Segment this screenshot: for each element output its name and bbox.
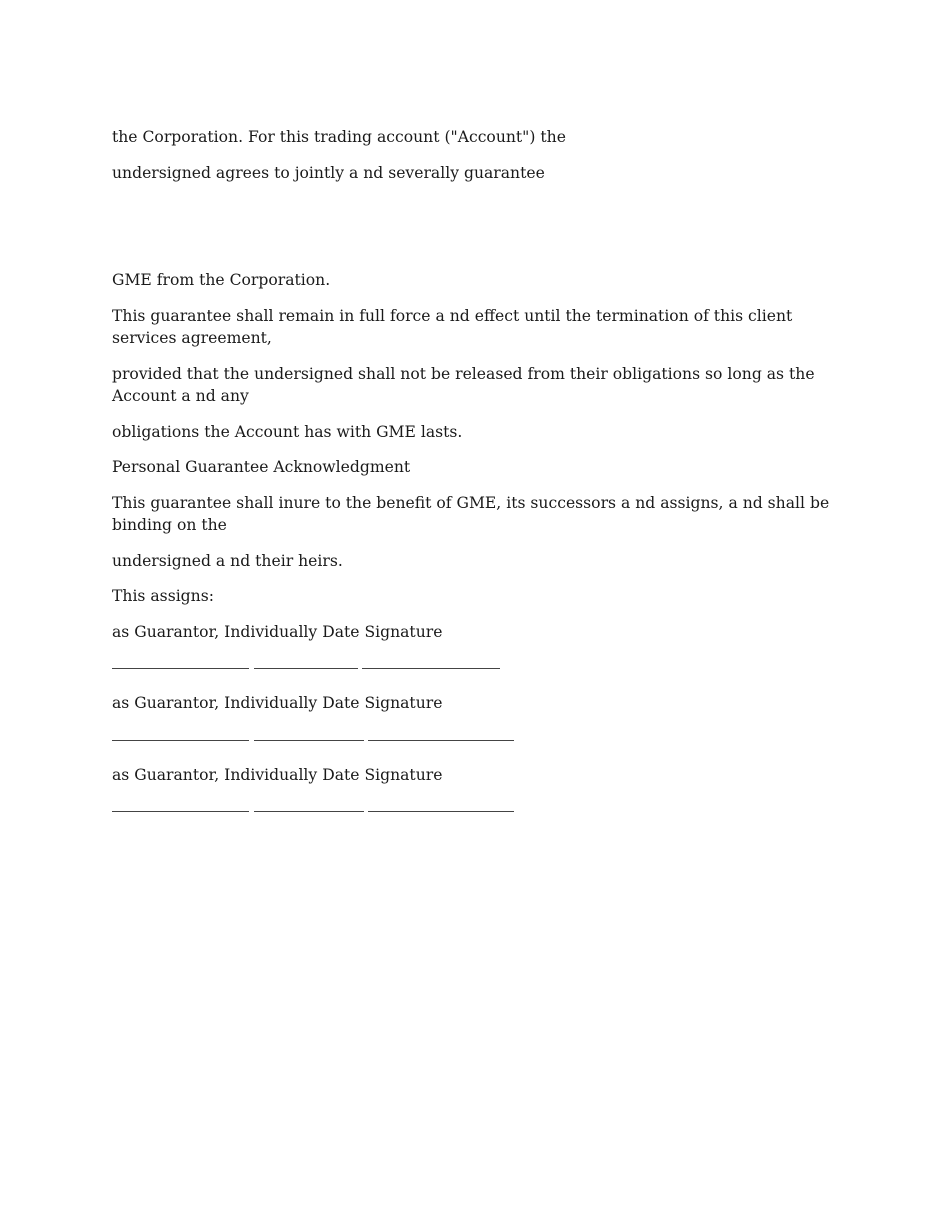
signature-label: as Guarantor, Individually Date Signature [112, 766, 443, 784]
guarantor-name-line[interactable] [112, 668, 249, 669]
signature-line[interactable] [368, 740, 514, 741]
paragraph-6: obligations the Account has with GME lasts. [112, 423, 463, 441]
paragraph-4: This guarantee shall remain in full force a nd effect until the termination of this client services agreement, [112, 307, 793, 347]
paragraph-8: undersigned a nd their heirs. [112, 552, 343, 570]
date-line[interactable] [254, 668, 358, 669]
date-line[interactable] [254, 740, 364, 741]
paragraph-3: GME from the Corporation. [112, 271, 331, 289]
section-heading: Personal Guarantee Acknowledgment [112, 458, 411, 476]
date-line[interactable] [254, 811, 364, 812]
guarantor-name-line[interactable] [112, 811, 249, 812]
signature-label: as Guarantor, Individually Date Signature [112, 694, 443, 712]
signature-line[interactable] [362, 668, 500, 669]
guarantor-name-line[interactable] [112, 740, 249, 741]
paragraph-9: This assigns: [112, 587, 214, 605]
paragraph-1: the Corporation. For this trading account ("Account") the [112, 128, 566, 146]
signature-line[interactable] [368, 811, 514, 812]
paragraph-5: provided that the undersigned shall not be released from their obligations so long as the Account a nd any [112, 365, 815, 405]
paragraph-7: This guarantee shall inure to the benefit of GME, its successors a nd assigns, a nd shall be binding on the [112, 494, 830, 534]
signature-label: as Guarantor, Individually Date Signature [112, 623, 443, 641]
paragraph-2: undersigned agrees to jointly a nd severally guarantee [112, 164, 545, 182]
